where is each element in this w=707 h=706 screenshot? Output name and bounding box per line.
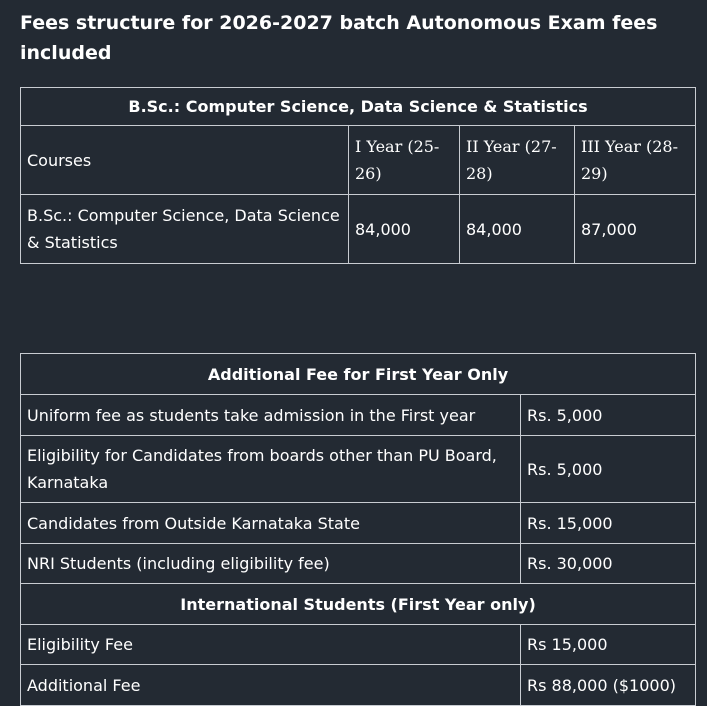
page-title: Fees structure for 2026-2027 batch Autonomous Exam fees included xyxy=(20,12,658,64)
fee-label-cell: Additional Fee xyxy=(21,665,521,706)
table-caption-row xyxy=(21,88,696,126)
course-name-cell: B.Sc.: Computer Science, Data Science & Statistics xyxy=(21,195,349,264)
year1-fee-cell: 84,000 xyxy=(349,195,460,264)
fee-label-cell: Eligibility Fee xyxy=(21,625,521,665)
year2-header: II Year (27-28) xyxy=(460,126,575,195)
table-row xyxy=(21,436,696,503)
table-caption-row xyxy=(21,584,696,625)
fee-label-cell: Uniform fee as students take admission in the First year xyxy=(21,395,521,436)
fee-label-cell: NRI Students (including eligibility fee) xyxy=(21,544,521,584)
year2-fee-cell: 84,000 xyxy=(460,195,575,264)
fee-amount-cell: Rs 88,000 ($1000) xyxy=(521,665,696,706)
year3-header: III Year (28-29) xyxy=(575,126,696,195)
fee-label-cell: Eligibility for Candidates from boards other than PU Board, Karnataka xyxy=(21,436,521,503)
program-fee-table xyxy=(20,87,696,264)
courses-header: Courses xyxy=(21,126,349,195)
year3-fee-cell: 87,000 xyxy=(575,195,696,264)
table-row xyxy=(21,625,696,665)
table-row xyxy=(21,503,696,544)
program-table-caption: B.Sc.: Computer Science, Data Science & Statistics xyxy=(21,88,696,126)
fee-amount-cell: Rs. 30,000 xyxy=(521,544,696,584)
table-caption-row xyxy=(21,354,696,395)
additional-fee-table xyxy=(20,353,696,706)
fee-amount-cell: Rs 15,000 xyxy=(521,625,696,665)
fee-amount-cell: Rs. 5,000 xyxy=(521,436,696,503)
additional-fee-caption: Additional Fee for First Year Only xyxy=(21,354,696,395)
fee-label-cell: Candidates from Outside Karnataka State xyxy=(21,503,521,544)
table-row xyxy=(21,195,696,264)
table-row xyxy=(21,395,696,436)
international-caption: International Students (First Year only) xyxy=(21,584,696,625)
table-row xyxy=(21,544,696,584)
table-row xyxy=(21,665,696,706)
year1-header: I Year (25-26) xyxy=(349,126,460,195)
fee-amount-cell: Rs. 15,000 xyxy=(521,503,696,544)
table-header-row xyxy=(21,126,696,195)
fee-amount-cell: Rs. 5,000 xyxy=(521,395,696,436)
